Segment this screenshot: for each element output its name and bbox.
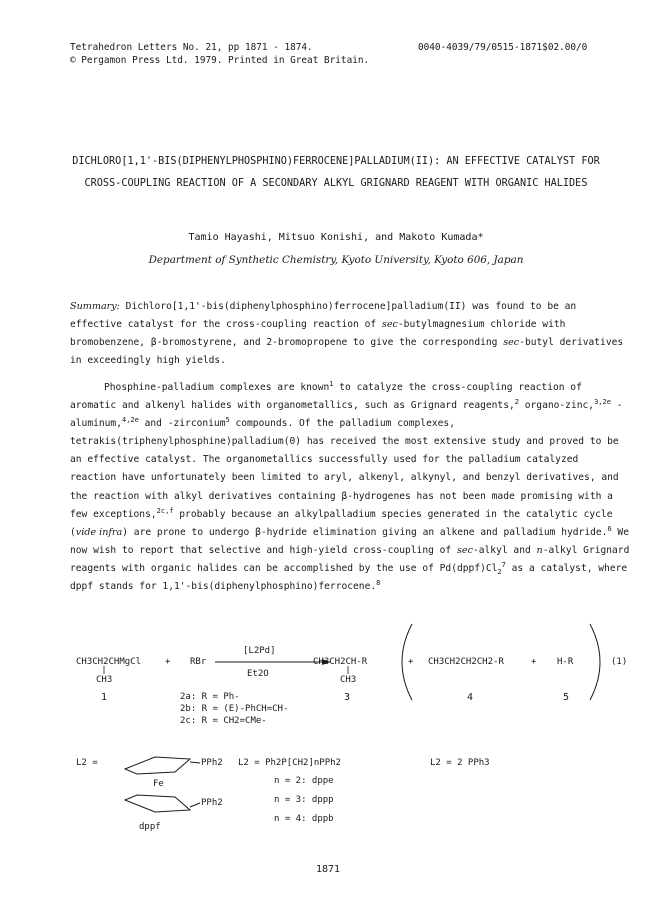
n-italic: n [536, 544, 543, 556]
body-text: to catalyze the cross-coupling reaction of aromatic and alkenyl halides with organometallics, such as Grignard reagents, [70, 382, 582, 412]
body-text: probably because an alkylpalladium species generated in the catalytic cycle ( [70, 508, 613, 538]
ref-sup: 7 [501, 560, 506, 569]
diphos-item: n = 3: dppp [274, 795, 334, 805]
sec-italic: sec [457, 544, 473, 556]
body-text: -alkyl and [472, 544, 537, 556]
pph2-top: PPh2 [201, 758, 223, 768]
summary-text-3: -butyl derivatives in exceedingly high yields. [70, 337, 624, 367]
ref-sup: 3,2e [594, 397, 611, 406]
equation-number: (1) [611, 657, 628, 667]
ref-sup: 6 [607, 524, 612, 533]
pph3-ligand: L2 = 2 PPh3 [430, 758, 490, 768]
ligand-dppf-label: L2 = [76, 758, 98, 768]
plus-sign: + [165, 657, 171, 667]
journal-citation: Tetrahedron Letters No. 21, pp 1871 - 1874. [70, 42, 313, 53]
right-paren [590, 624, 600, 700]
compound-number-1: 1 [101, 692, 108, 703]
product-3: CH3CH2CH-R [313, 657, 368, 667]
body-text: and -zirconium [138, 418, 226, 430]
body-text: compounds. Of the palladium complexes, tetrakis(triphenylphosphine)palladium(0) has received the most extensive study and proved to be an effective catalyst. The organometallics successfully used for the palladium catalyzed reaction have unfortunately been limited to aryl, alkenyl, alkynyl, and benzyl derivatives, and the reaction with alkyl derivatives containing β-hydrogenes has not been made promising with a few exceptions, [70, 418, 619, 520]
r-definition: 2a: R = Ph- [180, 692, 240, 702]
p-bond-bottom [190, 803, 200, 807]
diphos-item: n = 4: dppb [274, 814, 334, 824]
title-line-2: CROSS-COUPLING REACTION OF A SECONDARY ALKYL GRIGNARD REAGENT WITH ORGANIC HALIDES [84, 178, 588, 189]
ref-sup: 2 [514, 397, 519, 406]
affiliation: Department of Synthetic Chemistry, Kyoto University, Kyoto 606, Japan [148, 254, 524, 266]
compound-number-3: 3 [344, 692, 351, 703]
product-5: H-R [557, 657, 574, 667]
copyright-line: © Pergamon Press Ltd. 1979. Printed in Great Britain. [70, 55, 370, 66]
cp-ring-bottom [125, 795, 190, 812]
body-text: organo-zinc, [518, 400, 595, 412]
body-text: as a catalyst, where dppf stands for 1,1'-bis(diphenylphosphino)ferrocene. [70, 562, 628, 593]
ref-sup: 1 [329, 379, 334, 388]
body-text: ) are prone to undergo β-hydride elimination giving an alkene and palladium hydride. [122, 526, 608, 538]
article-code: 0040-4039/79/0515-1871$02.00/0 [418, 42, 588, 53]
summary-label: Summary: [70, 301, 120, 312]
plus-sign: + [408, 657, 414, 667]
vide-infra: vide infra [75, 526, 123, 538]
pph2-bottom: PPh2 [201, 798, 223, 808]
reactant-1: CH3CH2CHMgCl [76, 657, 142, 667]
summary-sec-1: sec [381, 319, 398, 331]
title-line-1: DICHLORO[1,1'-BIS(DIPHENYLPHOSPHINO)FERROCENE]PALLADIUM(II): AN EFFECTIVE CATALYST FOR [72, 156, 600, 167]
r-definition: 2b: R = (E)-PhCH=CH- [180, 704, 289, 714]
page-number: 1871 [316, 864, 341, 875]
p-bond-top [190, 762, 200, 763]
summary-text-1: Dichloro[1,1'-bis(diphenylphosphino)ferrocene]palladium(II) was found to be an effective catalyst for the cross-coupling reaction of [70, 301, 577, 331]
body-text: -alkyl Grignard reagents with organic halides can be accomplished by the use of Pd(dppf)Cl [70, 544, 630, 574]
ref-sup: 4,2e [121, 416, 139, 424]
authors: Tamio Hayashi, Mitsuo Konishi, and Makoto Kumada* [188, 232, 484, 243]
ref-sup: 8 [376, 578, 381, 587]
plus-sign: + [531, 657, 537, 667]
body-text: We now wish to report that selective and high-yield cross-coupling of [70, 526, 629, 556]
fe-atom: Fe [153, 779, 164, 789]
diphos-item: n = 2: dppe [274, 776, 334, 786]
ref-sup: 2c,f [156, 506, 174, 515]
reactant-1-methyl: CH3 [96, 675, 113, 685]
solvent-label: Et2O [247, 669, 269, 679]
cp-ring-top [125, 757, 190, 774]
product-3-methyl: CH3 [340, 675, 357, 685]
dppf-name: dppf [139, 822, 161, 832]
compound-number-4: 4 [467, 692, 474, 703]
catalyst-label: [L2Pd] [243, 646, 276, 656]
compound-number-5: 5 [563, 692, 570, 703]
summary-text-2: -butylmagnesium chloride with bromobenzene, β-bromostyrene, and 2-bromopropene to give the corresponding [70, 319, 566, 349]
body-text: Phosphine-palladium complexes are known [104, 382, 330, 393]
summary-sec-2: sec [503, 337, 520, 349]
r-definition: 2c: R = CH2=CMe- [180, 716, 267, 726]
body-text: -aluminum, [70, 400, 623, 430]
subscript: 2 [497, 567, 502, 576]
diphos-formula: L2 = Ph2P[CH2]nPPh2 [238, 758, 341, 768]
ref-sup: 5 [225, 416, 230, 424]
product-4: CH3CH2CH2CH2-R [428, 657, 504, 667]
reactant-2: RBr [190, 657, 207, 667]
